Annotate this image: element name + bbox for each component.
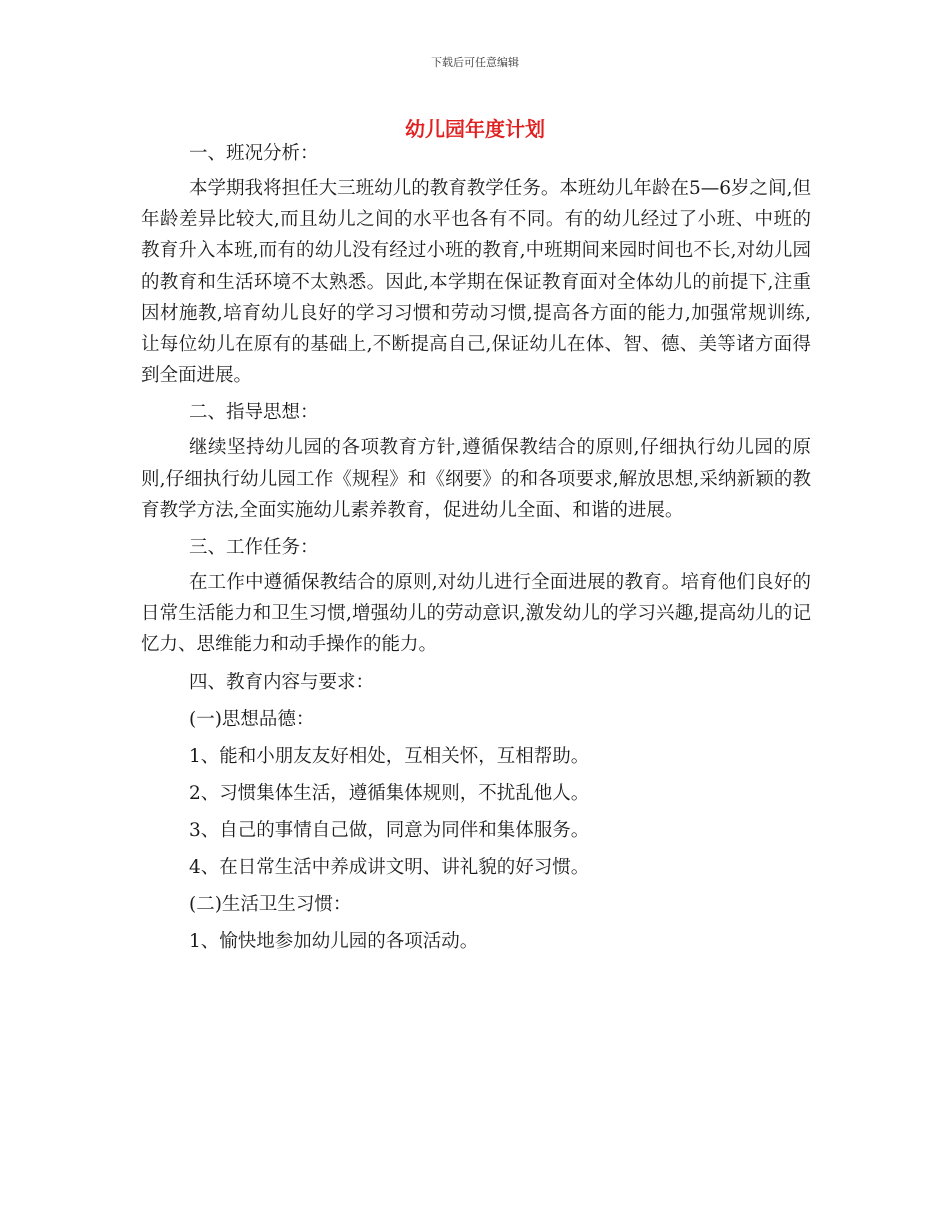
section-heading-education-content: 四、教育内容与要求： [189, 671, 375, 693]
paragraph-work-tasks: 在工作中遵循保教结合的原则,对幼儿进行全面进展的教育。培育他们良好的日常生活能力和卫生习惯,增强幼儿的劳动意识,激发幼儿的学习兴趣,提高幼儿的记忆力、思维能力和动手操作的能力。 [141, 572, 811, 656]
document-title: 幼儿园年度计划 [405, 117, 545, 141]
section-heading-work-tasks: 三、工作任务： [189, 537, 319, 559]
subsection-heading-moral: (一)思想品德： [189, 708, 315, 730]
paragraph-guiding-ideology: 继续坚持幼儿园的各项教育方针,遵循保教结合的原则,仔细执行幼儿园的原则,仔细执行幼儿园工作《规程》和《纲要》的和各项要求,解放思想,采纳新颖的教育教学方法,全面实施幼儿素养教育，促进幼儿全面、和谐的进展。 [141, 437, 811, 521]
document-body [141, 138, 811, 957]
section-heading-guiding-ideology: 二、指导思想： [189, 402, 319, 424]
list-item: 1、愉快地参加幼儿园的各项活动。 [189, 930, 479, 952]
header-note: 下载后可任意编辑 [431, 56, 519, 69]
subsection-heading-hygiene: (二)生活卫生习惯： [189, 893, 352, 915]
list-item: 2、习惯集体生活，遵循集体规则，不扰乱他人。 [189, 782, 590, 804]
paragraph-class-analysis: 本学期我将担任大三班幼儿的教育教学任务。本班幼儿年龄在5—6岁之间,但年龄差异比较大,而且幼儿之间的水平也各有不同。有的幼儿经过了小班、中班的教育升入本班,而有的幼儿没有经过小班的教育,中班期间来园时间也不长,对幼儿园的教育和生活环境不太熟悉。因此,本学期在保证教育面对全体幼儿的前提下,注重因材施教,培育幼儿良好的学习习惯和劳动习惯,提高各方面的能力,加强常规训练,让每位幼儿在原有的基础上,不断提高自己,保证幼儿在体、智、德、美等诸方面得到全面进展。 [141, 178, 811, 387]
list-item: 1、能和小朋友友好相处，互相关怀，互相帮助。 [189, 745, 590, 767]
section-heading-class-analysis: 一、班况分析： [189, 143, 319, 164]
list-item: 4、在日常生活中养成讲文明、讲礼貌的好习惯。 [189, 856, 590, 878]
list-item: 3、自己的事情自己做，同意为同伴和集体服务。 [189, 819, 590, 841]
